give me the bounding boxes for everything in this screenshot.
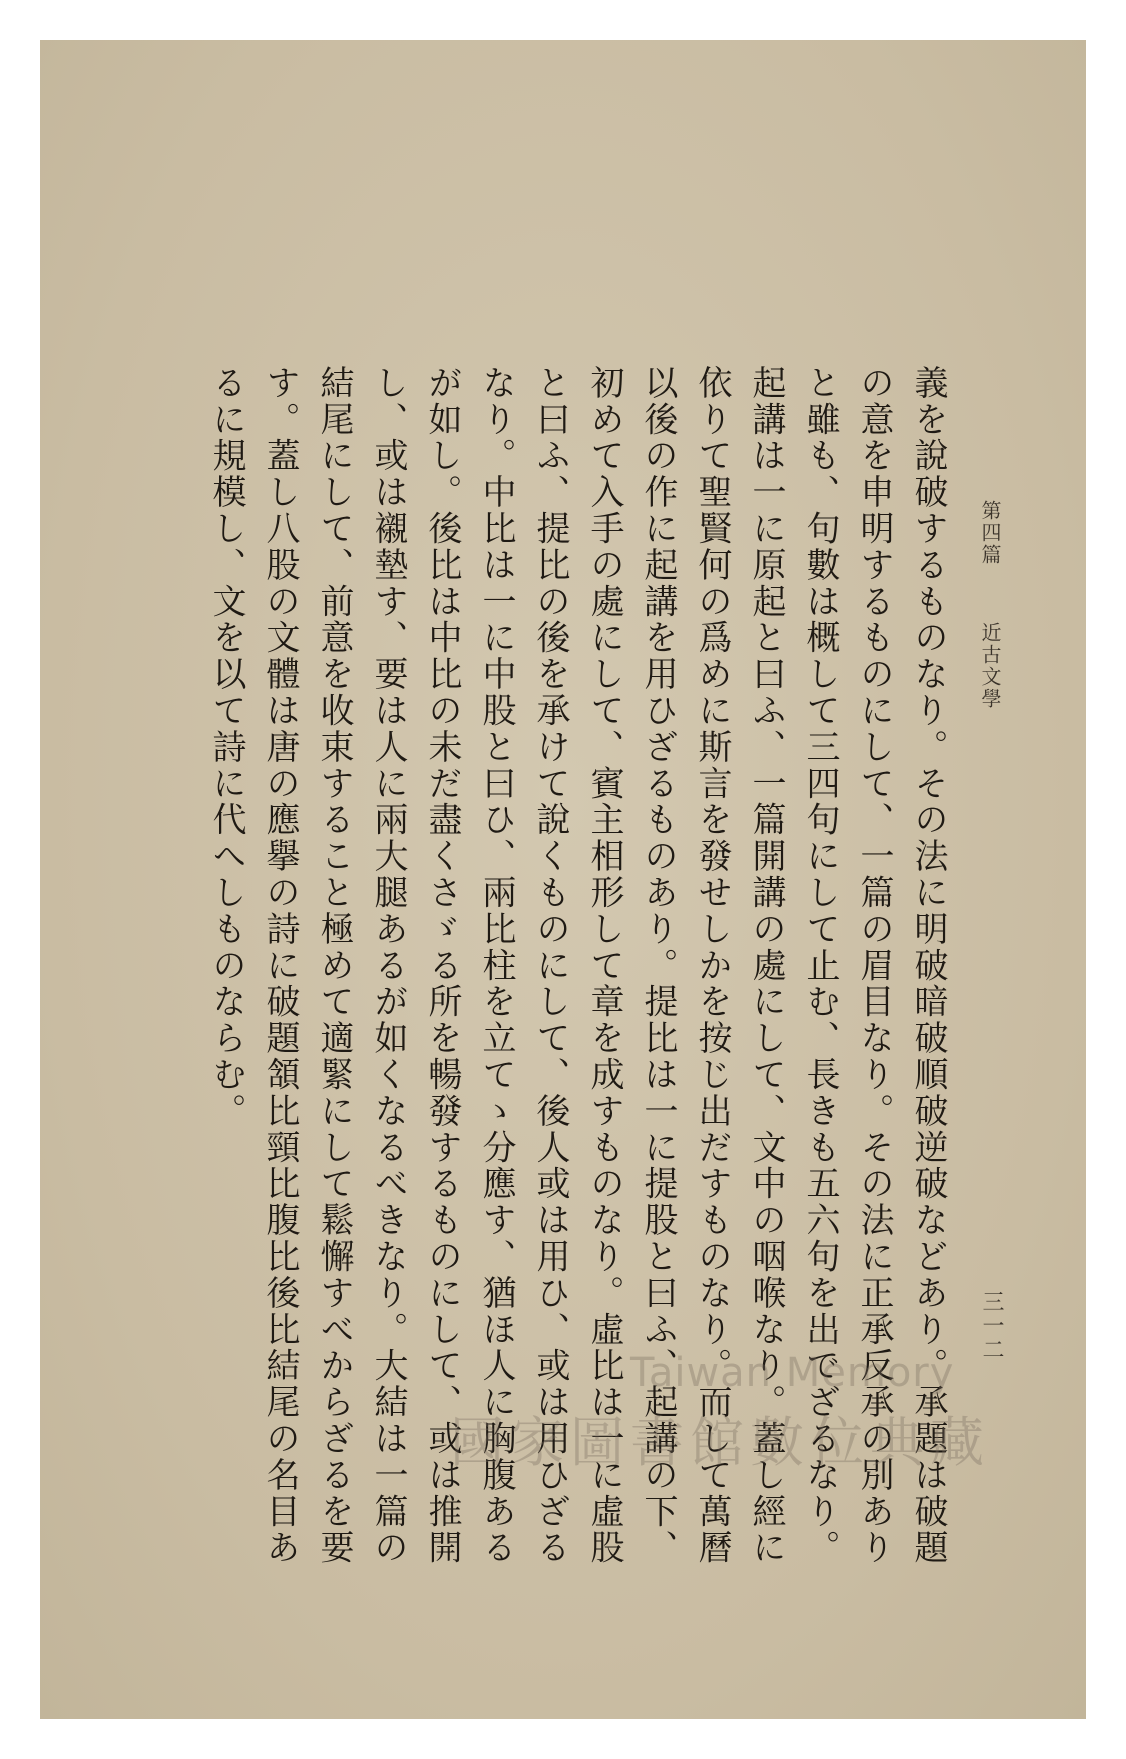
watermark-latin: Taiwan Memory	[630, 1350, 955, 1396]
watermark-cjk: 國家圖書館數位典藏	[450, 1411, 990, 1474]
library-watermark	[450, 1300, 1010, 1480]
chapter-label: 第四篇	[978, 500, 1002, 566]
body-text: 義を說破するものなり。その法に明破暗破順破逆破などあり。承題は破題の意を申明するものにして、一篇の眉目なり。その法に正承反承の別ありと雖も、句數は概して三四句にして止む、長きも五六句を出でざるなり。起講は一に原起と曰ふ、一篇開講の處にして、文中の咽喉なり。蓋し經に依りて聖賢何の爲めに斯言を發せしかを按じ出だすものなり。而して萬曆以後の作に起講を用ひざるものあり。提比は一に提股と曰ふ、起講の下、初めて入手の處にして、賓主相形して章を成すものなり。虛比は一に虛股と曰ふ、提比の後を承けて說くものにして、後人或は用ひ、或は用ひざるなり。中比は一に中股と曰ひ、兩比柱を立てゝ分應す、猶ほ人に胸腹あるが如し。後比は中比の未だ盡くさゞる所を暢發するものにして、或は推開し、或は襯墊す、要は人に兩大腿あるが如くなるべきなり。大結は一篇の結尾にして、前意を收束すること極めて適緊にして鬆懈すべからざるを要す。蓋し八股の文體は唐の應擧の詩に破題頷比頸比腹比後比結尾の名目あるに規模し、文を以て詩に代へしものならむ。	[206, 365, 948, 1567]
page-number: 三一二	[979, 1290, 1004, 1362]
section-title: 近古文學	[978, 622, 1002, 710]
